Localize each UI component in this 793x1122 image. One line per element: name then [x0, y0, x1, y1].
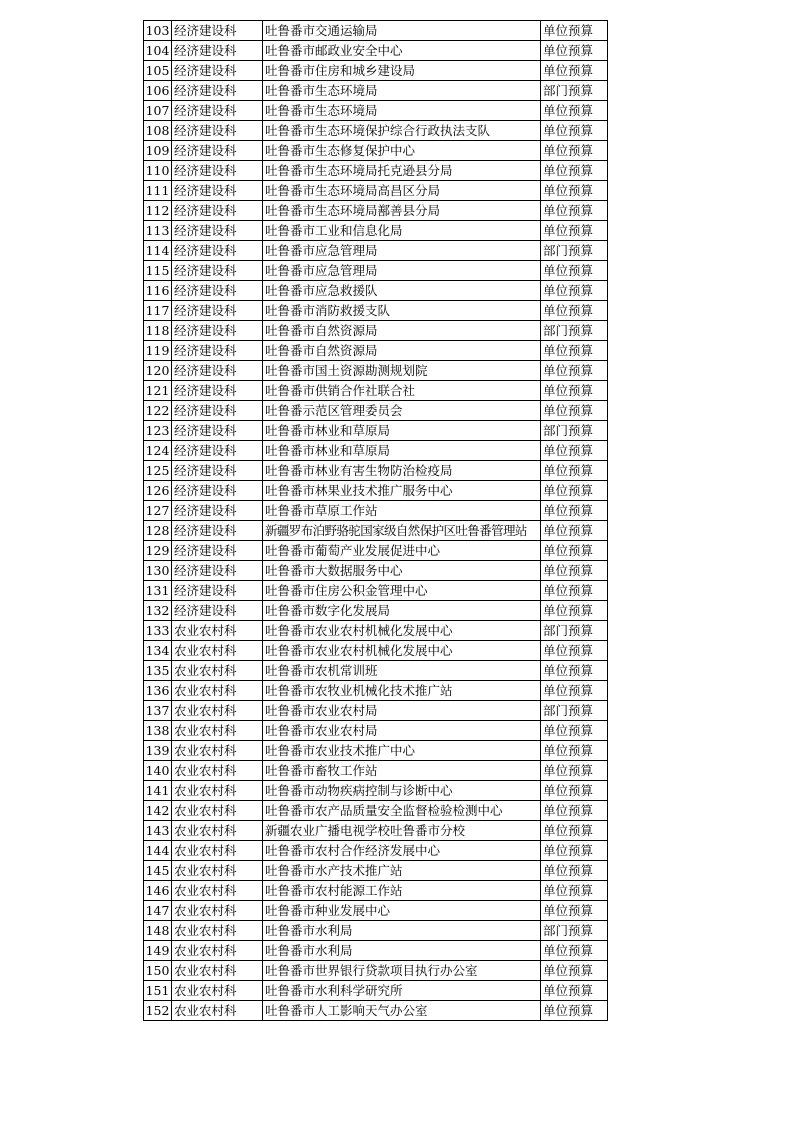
department-cell: 经济建设科: [172, 81, 263, 101]
row-number: 126: [144, 481, 172, 501]
table-row: [144, 921, 608, 941]
department-cell: 经济建设科: [172, 601, 263, 621]
row-number: 118: [144, 321, 172, 341]
budget-type-cell: 单位预算: [541, 581, 608, 601]
unit-name-cell: 吐鲁番市农产品质量安全监督检验检测中心: [263, 801, 541, 821]
table-row: [144, 281, 608, 301]
department-cell: 经济建设科: [172, 501, 263, 521]
department-cell: 经济建设科: [172, 281, 263, 301]
budget-type-cell: 单位预算: [541, 781, 608, 801]
row-number: 103: [144, 21, 172, 41]
department-cell: 经济建设科: [172, 521, 263, 541]
unit-name-cell: 吐鲁番市林果业技术推广服务中心: [263, 481, 541, 501]
table-row: [144, 241, 608, 261]
budget-type-cell: 单位预算: [541, 361, 608, 381]
unit-name-cell: 吐鲁番市生态修复保护中心: [263, 141, 541, 161]
budget-type-cell: 单位预算: [541, 301, 608, 321]
row-number: 123: [144, 421, 172, 441]
department-cell: 农业农村科: [172, 921, 263, 941]
unit-name-cell: 吐鲁番市自然资源局: [263, 341, 541, 361]
table-row: [144, 661, 608, 681]
budget-type-cell: 单位预算: [541, 181, 608, 201]
row-number: 130: [144, 561, 172, 581]
budget-type-cell: 单位预算: [541, 381, 608, 401]
unit-name-cell: 吐鲁番市邮政业安全中心: [263, 41, 541, 61]
row-number: 116: [144, 281, 172, 301]
budget-type-cell: 单位预算: [541, 561, 608, 581]
table-row: [144, 681, 608, 701]
table-row: [144, 401, 608, 421]
department-cell: 经济建设科: [172, 161, 263, 181]
unit-name-cell: 吐鲁番市交通运输局: [263, 21, 541, 41]
unit-name-cell: 吐鲁番市水利局: [263, 921, 541, 941]
department-cell: 经济建设科: [172, 41, 263, 61]
department-cell: 农业农村科: [172, 741, 263, 761]
table-row: [144, 221, 608, 241]
unit-name-cell: 吐鲁番市生态环境保护综合行政执法支队: [263, 121, 541, 141]
department-cell: 经济建设科: [172, 201, 263, 221]
table-row: [144, 941, 608, 961]
budget-type-cell: 单位预算: [541, 501, 608, 521]
budget-type-cell: 单位预算: [541, 101, 608, 121]
row-number: 152: [144, 1001, 172, 1021]
unit-name-cell: 吐鲁番市供销合作社联合社: [263, 381, 541, 401]
department-cell: 农业农村科: [172, 901, 263, 921]
budget-type-cell: 部门预算: [541, 921, 608, 941]
row-number: 107: [144, 101, 172, 121]
department-cell: 农业农村科: [172, 941, 263, 961]
table-row: [144, 781, 608, 801]
budget-type-cell: 部门预算: [541, 421, 608, 441]
budget-type-cell: 单位预算: [541, 281, 608, 301]
unit-name-cell: 吐鲁番市大数据服务中心: [263, 561, 541, 581]
department-cell: 经济建设科: [172, 61, 263, 81]
unit-name-cell: 吐鲁番市种业发展中心: [263, 901, 541, 921]
table-row: [144, 41, 608, 61]
table-row: [144, 601, 608, 621]
unit-name-cell: 吐鲁番市农村能源工作站: [263, 881, 541, 901]
row-number: 132: [144, 601, 172, 621]
budget-type-cell: 部门预算: [541, 81, 608, 101]
table-row: [144, 501, 608, 521]
department-cell: 农业农村科: [172, 981, 263, 1001]
row-number: 143: [144, 821, 172, 841]
unit-name-cell: 吐鲁番市人工影响天气办公室: [263, 1001, 541, 1021]
row-number: 127: [144, 501, 172, 521]
unit-name-cell: 吐鲁番市消防救援支队: [263, 301, 541, 321]
budget-type-cell: 单位预算: [541, 901, 608, 921]
row-number: 110: [144, 161, 172, 181]
table-row: [144, 301, 608, 321]
table-row: [144, 461, 608, 481]
row-number: 149: [144, 941, 172, 961]
table-row: [144, 441, 608, 461]
table-row: [144, 1001, 608, 1021]
department-cell: 经济建设科: [172, 121, 263, 141]
department-cell: 经济建设科: [172, 301, 263, 321]
budget-type-cell: 单位预算: [541, 641, 608, 661]
budget-type-cell: 单位预算: [541, 141, 608, 161]
unit-name-cell: 吐鲁番市住房和城乡建设局: [263, 61, 541, 81]
unit-name-cell: 吐鲁番市工业和信息化局: [263, 221, 541, 241]
table-row: [144, 161, 608, 181]
budget-type-cell: 单位预算: [541, 121, 608, 141]
department-cell: 经济建设科: [172, 581, 263, 601]
unit-name-cell: 吐鲁番市水利局: [263, 941, 541, 961]
table-row: [144, 181, 608, 201]
department-cell: 经济建设科: [172, 541, 263, 561]
budget-type-cell: 部门预算: [541, 621, 608, 641]
budget-type-cell: 单位预算: [541, 661, 608, 681]
department-cell: 经济建设科: [172, 101, 263, 121]
table-row: [144, 521, 608, 541]
table-row: [144, 321, 608, 341]
department-cell: 农业农村科: [172, 641, 263, 661]
row-number: 131: [144, 581, 172, 601]
table-row: [144, 361, 608, 381]
department-cell: 农业农村科: [172, 841, 263, 861]
department-cell: 经济建设科: [172, 561, 263, 581]
row-number: 108: [144, 121, 172, 141]
unit-name-cell: 吐鲁番市生态环境局鄯善县分局: [263, 201, 541, 221]
row-number: 104: [144, 41, 172, 61]
table-row: [144, 121, 608, 141]
budget-type-cell: 单位预算: [541, 821, 608, 841]
row-number: 133: [144, 621, 172, 641]
unit-name-cell: 吐鲁番市农村合作经济发展中心: [263, 841, 541, 861]
row-number: 121: [144, 381, 172, 401]
table-row: [144, 421, 608, 441]
unit-name-cell: 吐鲁番市水利科学研究所: [263, 981, 541, 1001]
budget-type-cell: 单位预算: [541, 601, 608, 621]
unit-name-cell: 吐鲁番市生态环境局高昌区分局: [263, 181, 541, 201]
budget-type-cell: 单位预算: [541, 881, 608, 901]
table-row: [144, 481, 608, 501]
budget-type-cell: 单位预算: [541, 341, 608, 361]
table-row: [144, 981, 608, 1001]
table-row: [144, 341, 608, 361]
budget-type-cell: 单位预算: [541, 941, 608, 961]
unit-name-cell: 吐鲁番市水产技术推广站: [263, 861, 541, 881]
unit-name-cell: 新疆农业广播电视学校吐鲁番市分校: [263, 821, 541, 841]
budget-type-cell: 部门预算: [541, 321, 608, 341]
unit-name-cell: 吐鲁番市应急救援队: [263, 281, 541, 301]
department-cell: 经济建设科: [172, 21, 263, 41]
table-row: [144, 621, 608, 641]
budget-type-cell: 单位预算: [541, 541, 608, 561]
unit-name-cell: 吐鲁番市农业农村局: [263, 701, 541, 721]
budget-type-cell: 单位预算: [541, 721, 608, 741]
table-row: [144, 761, 608, 781]
row-number: 138: [144, 721, 172, 741]
budget-type-cell: 单位预算: [541, 21, 608, 41]
department-cell: 经济建设科: [172, 321, 263, 341]
unit-name-cell: 吐鲁番市林业和草原局: [263, 441, 541, 461]
row-number: 140: [144, 761, 172, 781]
department-cell: 农业农村科: [172, 1001, 263, 1021]
table-body: [144, 21, 608, 1021]
table-row: [144, 261, 608, 281]
table-row: [144, 721, 608, 741]
unit-name-cell: 吐鲁番市农业技术推广中心: [263, 741, 541, 761]
table-row: [144, 201, 608, 221]
table-row: [144, 961, 608, 981]
row-number: 139: [144, 741, 172, 761]
row-number: 112: [144, 201, 172, 221]
budget-type-cell: 单位预算: [541, 861, 608, 881]
budget-type-cell: 单位预算: [541, 521, 608, 541]
department-cell: 经济建设科: [172, 221, 263, 241]
department-cell: 经济建设科: [172, 481, 263, 501]
row-number: 113: [144, 221, 172, 241]
row-number: 119: [144, 341, 172, 361]
unit-name-cell: 吐鲁番市林业有害生物防治检疫局: [263, 461, 541, 481]
department-cell: 经济建设科: [172, 361, 263, 381]
row-number: 141: [144, 781, 172, 801]
unit-name-cell: 吐鲁番市数字化发展局: [263, 601, 541, 621]
row-number: 151: [144, 981, 172, 1001]
unit-name-cell: 吐鲁番市葡萄产业发展促进中心: [263, 541, 541, 561]
row-number: 137: [144, 701, 172, 721]
unit-name-cell: 吐鲁番市草原工作站: [263, 501, 541, 521]
department-cell: 经济建设科: [172, 401, 263, 421]
unit-name-cell: 吐鲁番市动物疾病控制与诊断中心: [263, 781, 541, 801]
department-cell: 经济建设科: [172, 341, 263, 361]
department-cell: 农业农村科: [172, 781, 263, 801]
table-row: [144, 561, 608, 581]
budget-type-cell: 单位预算: [541, 221, 608, 241]
department-cell: 农业农村科: [172, 681, 263, 701]
table-row: [144, 61, 608, 81]
budget-type-cell: 单位预算: [541, 41, 608, 61]
unit-name-cell: 吐鲁番市自然资源局: [263, 321, 541, 341]
unit-name-cell: 吐鲁番市农业农村机械化发展中心: [263, 641, 541, 661]
row-number: 129: [144, 541, 172, 561]
budget-type-cell: 单位预算: [541, 61, 608, 81]
budget-type-cell: 单位预算: [541, 681, 608, 701]
department-cell: 农业农村科: [172, 761, 263, 781]
unit-name-cell: 吐鲁番市住房公积金管理中心: [263, 581, 541, 601]
department-cell: 农业农村科: [172, 881, 263, 901]
row-number: 105: [144, 61, 172, 81]
budget-type-cell: 单位预算: [541, 261, 608, 281]
budget-unit-table: [143, 20, 608, 1021]
table-row: [144, 821, 608, 841]
table-row: [144, 101, 608, 121]
row-number: 125: [144, 461, 172, 481]
department-cell: 农业农村科: [172, 861, 263, 881]
budget-type-cell: 单位预算: [541, 1001, 608, 1021]
department-cell: 经济建设科: [172, 441, 263, 461]
department-cell: 农业农村科: [172, 821, 263, 841]
budget-type-cell: 单位预算: [541, 741, 608, 761]
unit-name-cell: 吐鲁番市林业和草原局: [263, 421, 541, 441]
table-row: [144, 841, 608, 861]
row-number: 150: [144, 961, 172, 981]
row-number: 114: [144, 241, 172, 261]
unit-name-cell: 吐鲁番市农机常训班: [263, 661, 541, 681]
unit-name-cell: 吐鲁番市世界银行贷款项目执行办公室: [263, 961, 541, 981]
budget-type-cell: 单位预算: [541, 761, 608, 781]
row-number: 120: [144, 361, 172, 381]
unit-name-cell: 吐鲁番示范区管理委员会: [263, 401, 541, 421]
budget-type-cell: 单位预算: [541, 981, 608, 1001]
row-number: 117: [144, 301, 172, 321]
budget-type-cell: 单位预算: [541, 961, 608, 981]
department-cell: 农业农村科: [172, 721, 263, 741]
budget-type-cell: 单位预算: [541, 841, 608, 861]
department-cell: 农业农村科: [172, 801, 263, 821]
row-number: 145: [144, 861, 172, 881]
row-number: 109: [144, 141, 172, 161]
budget-type-cell: 部门预算: [541, 701, 608, 721]
unit-name-cell: 吐鲁番市应急管理局: [263, 261, 541, 281]
department-cell: 经济建设科: [172, 141, 263, 161]
table-row: [144, 861, 608, 881]
table-row: [144, 141, 608, 161]
row-number: 135: [144, 661, 172, 681]
unit-name-cell: 吐鲁番市农牧业机械化技术推广站: [263, 681, 541, 701]
row-number: 115: [144, 261, 172, 281]
table-row: [144, 81, 608, 101]
unit-name-cell: 吐鲁番市生态环境局: [263, 81, 541, 101]
unit-name-cell: 吐鲁番市国土资源勘测规划院: [263, 361, 541, 381]
table-row: [144, 641, 608, 661]
row-number: 147: [144, 901, 172, 921]
table-row: [144, 901, 608, 921]
department-cell: 经济建设科: [172, 461, 263, 481]
row-number: 146: [144, 881, 172, 901]
table-row: [144, 581, 608, 601]
row-number: 111: [144, 181, 172, 201]
department-cell: 经济建设科: [172, 381, 263, 401]
row-number: 144: [144, 841, 172, 861]
unit-name-cell: 新疆罗布泊野骆驼国家级自然保护区吐鲁番管理站: [263, 521, 541, 541]
department-cell: 农业农村科: [172, 961, 263, 981]
budget-type-cell: 单位预算: [541, 481, 608, 501]
table-row: [144, 21, 608, 41]
unit-name-cell: 吐鲁番市农业农村机械化发展中心: [263, 621, 541, 641]
budget-type-cell: 单位预算: [541, 441, 608, 461]
budget-type-cell: 单位预算: [541, 201, 608, 221]
table-row: [144, 701, 608, 721]
row-number: 136: [144, 681, 172, 701]
unit-name-cell: 吐鲁番市畜牧工作站: [263, 761, 541, 781]
department-cell: 农业农村科: [172, 621, 263, 641]
unit-name-cell: 吐鲁番市农业农村局: [263, 721, 541, 741]
row-number: 128: [144, 521, 172, 541]
row-number: 134: [144, 641, 172, 661]
department-cell: 经济建设科: [172, 181, 263, 201]
department-cell: 农业农村科: [172, 661, 263, 681]
budget-type-cell: 单位预算: [541, 461, 608, 481]
table-row: [144, 881, 608, 901]
department-cell: 经济建设科: [172, 241, 263, 261]
budget-type-cell: 单位预算: [541, 161, 608, 181]
row-number: 122: [144, 401, 172, 421]
table-row: [144, 541, 608, 561]
department-cell: 农业农村科: [172, 701, 263, 721]
department-cell: 经济建设科: [172, 421, 263, 441]
row-number: 106: [144, 81, 172, 101]
row-number: 142: [144, 801, 172, 821]
budget-type-cell: 单位预算: [541, 801, 608, 821]
row-number: 148: [144, 921, 172, 941]
table-row: [144, 381, 608, 401]
unit-name-cell: 吐鲁番市生态环境局: [263, 101, 541, 121]
row-number: 124: [144, 441, 172, 461]
budget-type-cell: 单位预算: [541, 401, 608, 421]
unit-name-cell: 吐鲁番市应急管理局: [263, 241, 541, 261]
department-cell: 经济建设科: [172, 261, 263, 281]
table-row: [144, 801, 608, 821]
table-row: [144, 741, 608, 761]
unit-name-cell: 吐鲁番市生态环境局托克逊县分局: [263, 161, 541, 181]
budget-type-cell: 部门预算: [541, 241, 608, 261]
